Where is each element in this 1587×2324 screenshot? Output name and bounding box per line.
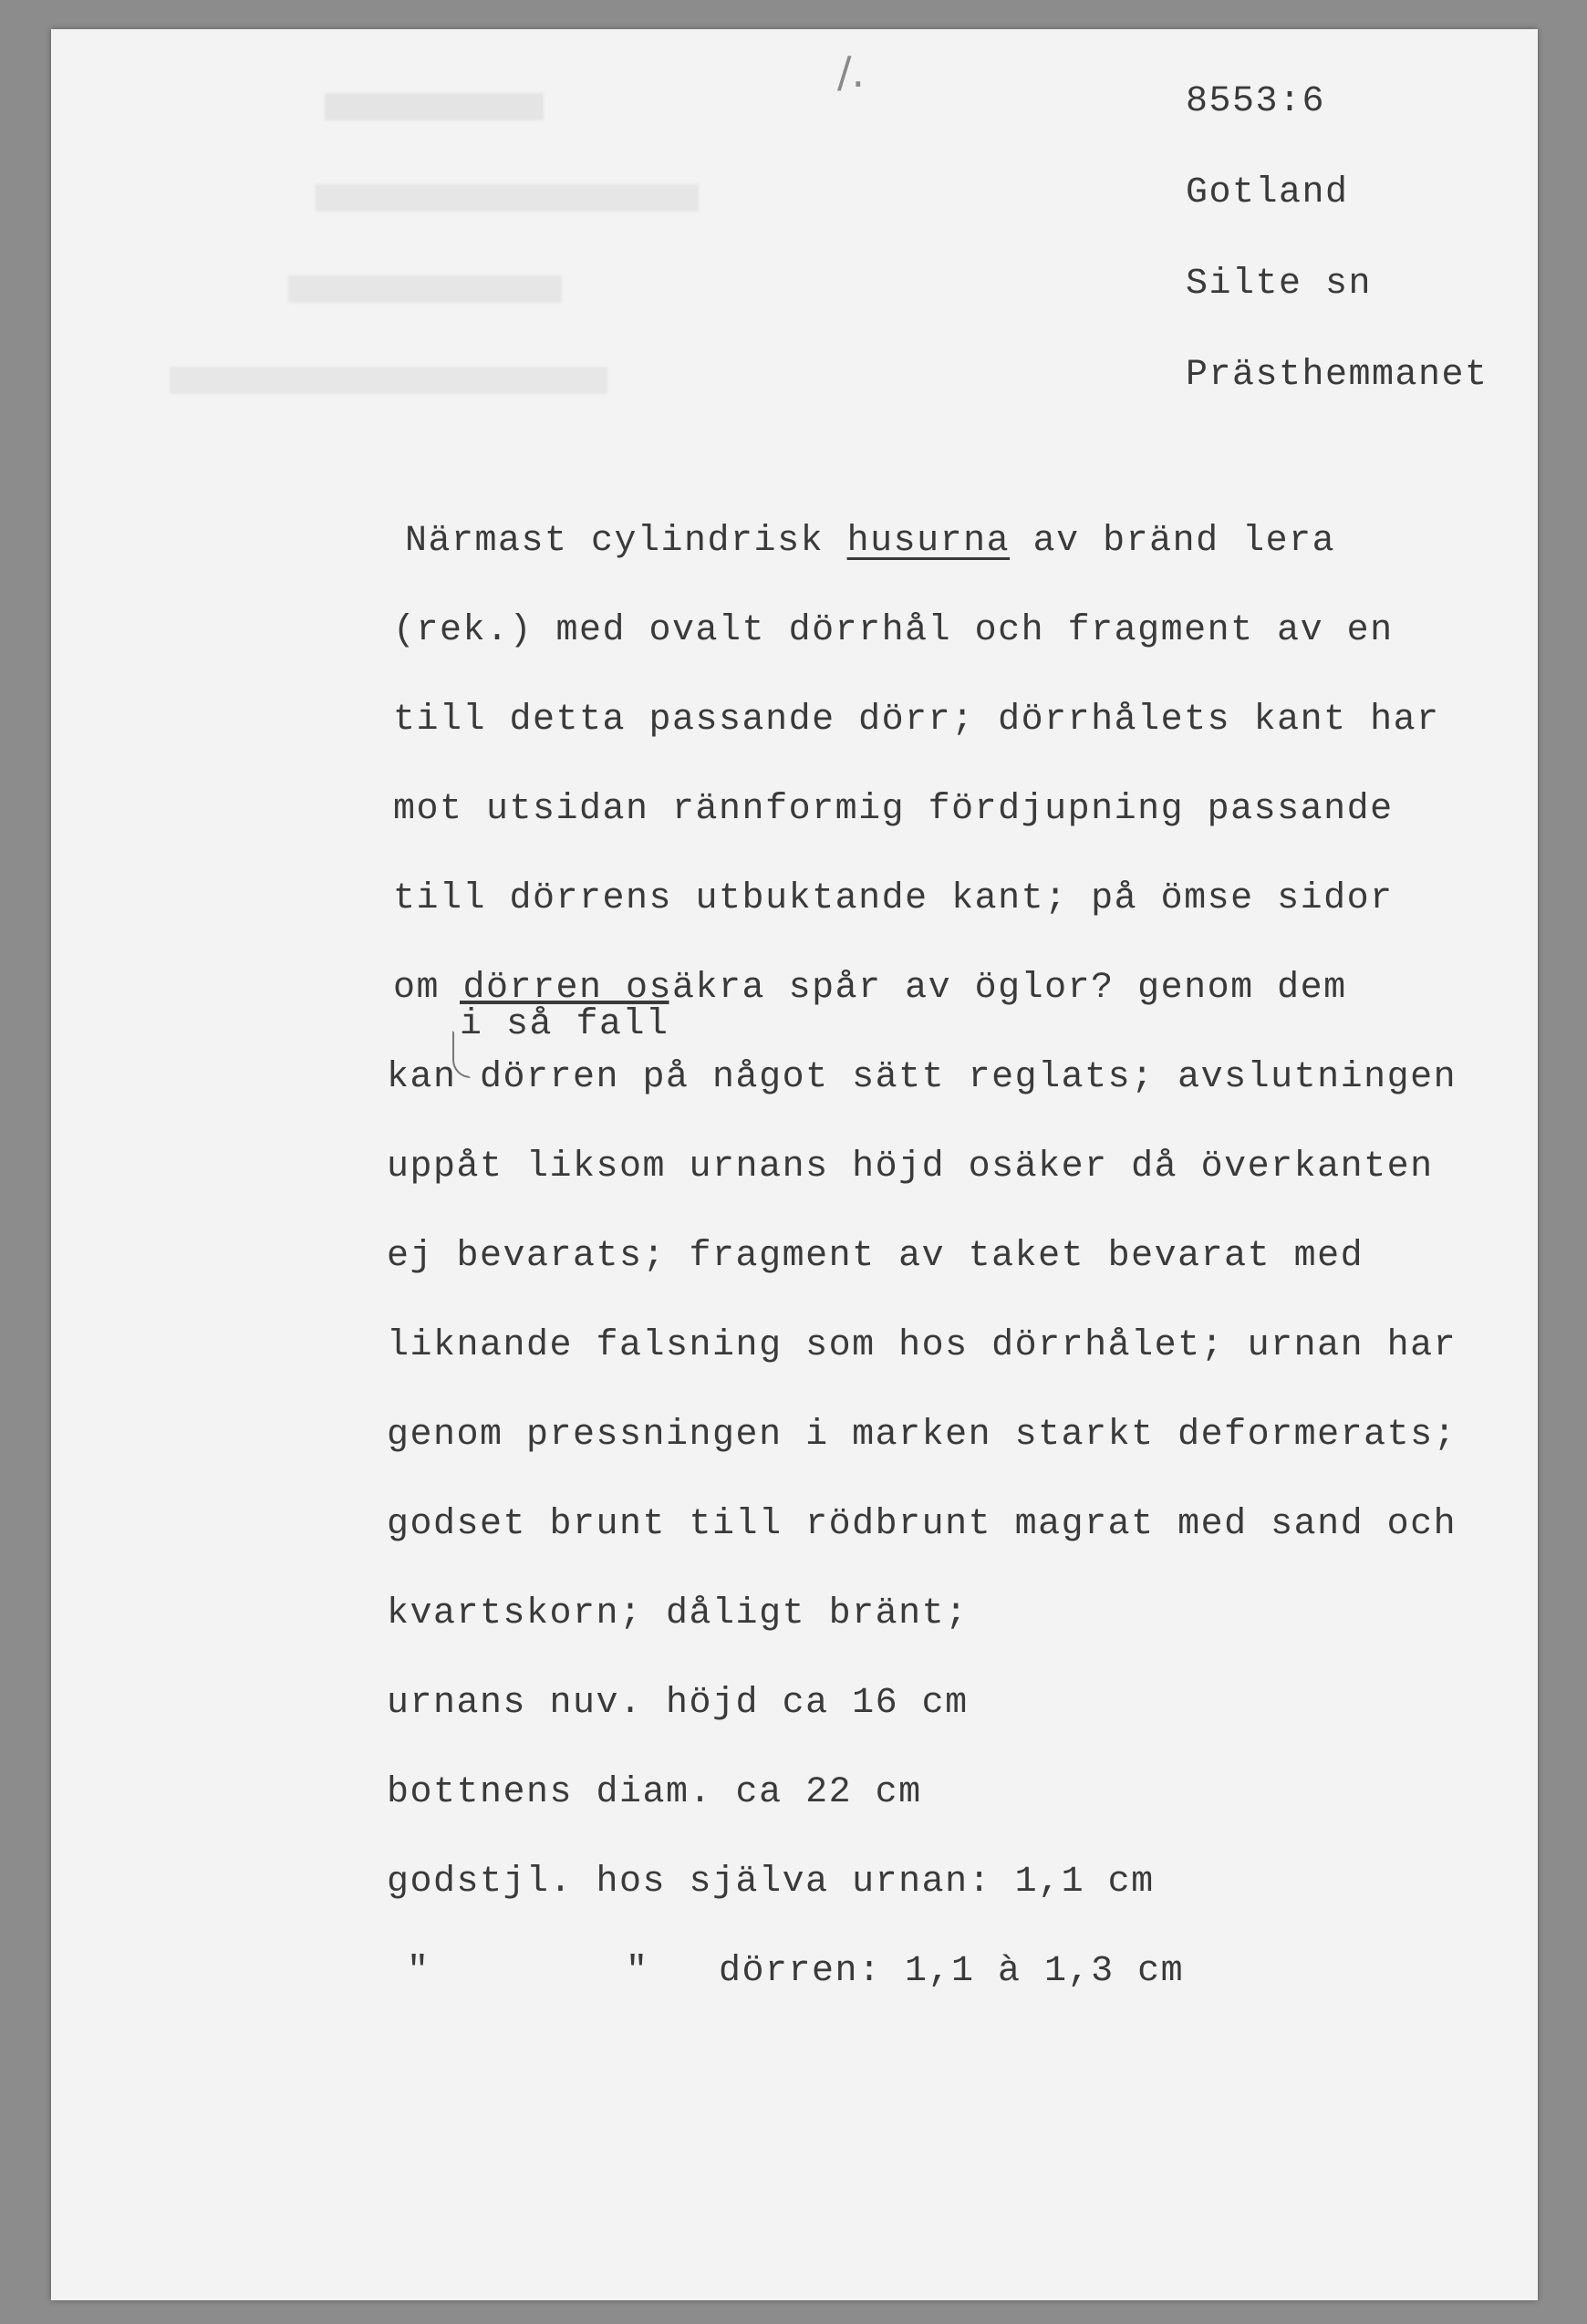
body-line-6: om dörren osäkra spår av öglor? genom dem xyxy=(393,968,1347,1009)
show-through-smudge xyxy=(288,275,562,303)
body-line-9: ej bevarats; fragment av taket bevarat med xyxy=(387,1236,1364,1277)
site: Prästhemmanet xyxy=(1186,355,1488,396)
handwritten-insertion: i så fall xyxy=(460,1004,669,1045)
show-through-smudge xyxy=(316,184,699,212)
show-through-smudge xyxy=(325,93,544,120)
body-line-12: godset brunt till rödbrunt magrat med sand och xyxy=(387,1504,1457,1545)
show-through-smudge xyxy=(170,367,607,394)
measurement-base-diameter: bottnens diam. ca 22 cm xyxy=(387,1772,922,1813)
parish: Silte sn xyxy=(1186,264,1373,305)
body-line-13: kvartskorn; dåligt bränt; xyxy=(387,1593,969,1634)
body-line-1 xyxy=(405,521,1336,562)
paper-sheet xyxy=(51,29,1538,2300)
measurement-wall-urn: godstjl. hos själva urnan: 1,1 cm xyxy=(387,1862,1155,1903)
body-line-2: (rek.) med ovalt dörrhål och fragment av en xyxy=(393,610,1394,651)
body-line-8: uppåt liksom urnans höjd osäker då överkanten xyxy=(387,1146,1434,1188)
measurement-wall-door: dörren: 1,1 à 1,3 cm xyxy=(719,1951,1185,1992)
measurement-height: urnans nuv. höjd ca 16 cm xyxy=(387,1683,969,1724)
text-segment: av bränd lera xyxy=(1010,521,1336,562)
body-line-11: genom pressningen i marken starkt deformerats; xyxy=(387,1415,1457,1456)
body-line-4: mot utsidan rännformig fördjupning passande xyxy=(393,789,1394,830)
body-line-3: till detta passande dörr; dörrhålets kant har xyxy=(393,700,1440,741)
ditto-mark: " xyxy=(626,1951,649,1992)
body-line-5: till dörrens utbuktande kant; på ömse sidor xyxy=(393,878,1394,919)
text-segment: Närmast cylindrisk xyxy=(405,521,847,562)
body-line-7: kan dörren på något sätt reglats; avslutningen xyxy=(387,1057,1457,1098)
province: Gotland xyxy=(1186,172,1349,213)
catalog-number: 8553:6 xyxy=(1186,81,1326,122)
body-line-10: liknande falsning som hos dörrhålet; urnan har xyxy=(387,1325,1457,1366)
pencil-mark: /. xyxy=(837,47,866,97)
underlined-term: husurna xyxy=(846,521,1011,562)
ditto-mark: " xyxy=(407,1951,430,1992)
